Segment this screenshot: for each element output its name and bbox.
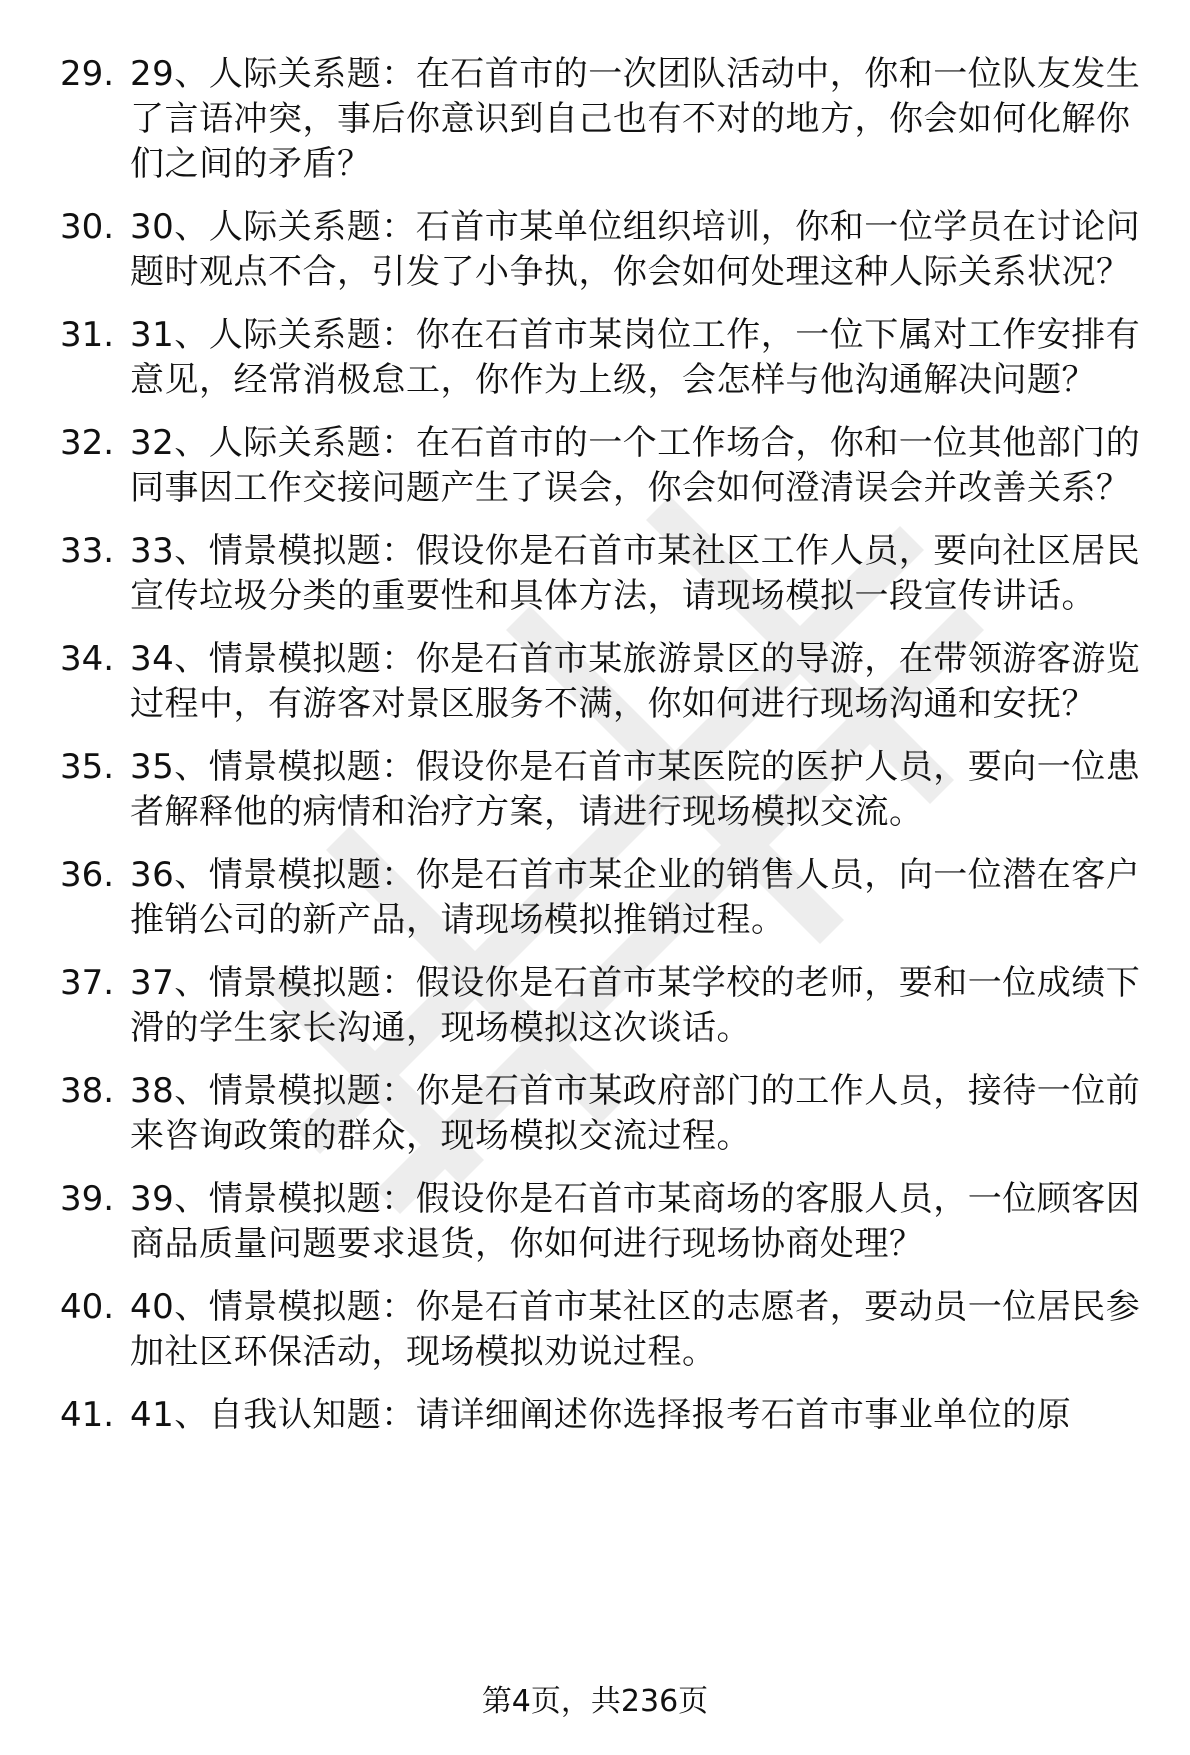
question-text: 40、情景模拟题：你是石首市某社区的志愿者，要动员一位居民参加社区环保活动，现场模拟劝说过程。 xyxy=(130,1287,1141,1372)
page-footer xyxy=(0,1682,1190,1722)
list-item xyxy=(60,205,1145,295)
list-item xyxy=(60,961,1145,1051)
list-item xyxy=(60,1393,1145,1438)
question-text: 41、自我认知题：请详细阐述你选择报考石首市事业单位的原 xyxy=(130,1395,1072,1435)
question-number: 36. xyxy=(60,855,115,895)
question-number: 37. xyxy=(60,963,115,1003)
list-item xyxy=(60,1285,1145,1375)
question-text: 29、人际关系题：在石首市的一次团队活动中，你和一位队友发生了言语冲突，事后你意识到自己也有不对的地方，你会如何化解你们之间的矛盾？ xyxy=(130,54,1141,184)
question-number: 39. xyxy=(60,1179,115,1219)
question-number: 35. xyxy=(60,747,115,787)
list-item xyxy=(60,313,1145,403)
question-text: 30、人际关系题：石首市某单位组织培训，你和一位学员在讨论问题时观点不合，引发了小争执，你会如何处理这种人际关系状况？ xyxy=(130,207,1141,292)
question-number: 32. xyxy=(60,423,115,463)
question-text: 39、情景模拟题：假设你是石首市某商场的客服人员，一位顾客因商品质量问题要求退货，你如何进行现场协商处理？ xyxy=(130,1179,1141,1264)
question-text: 33、情景模拟题：假设你是石首市某社区工作人员，要向社区居民宣传垃圾分类的重要性和具体方法，请现场模拟一段宣传讲话。 xyxy=(130,531,1141,616)
question-number: 30. xyxy=(60,207,115,247)
question-text: 38、情景模拟题：你是石首市某政府部门的工作人员，接待一位前来咨询政策的群众，现场模拟交流过程。 xyxy=(130,1071,1141,1156)
question-number: 29. xyxy=(60,54,115,94)
question-text: 35、情景模拟题：假设你是石首市某医院的医护人员，要向一位患者解释他的病情和治疗方案，请进行现场模拟交流。 xyxy=(130,747,1141,832)
list-item xyxy=(60,853,1145,943)
question-number: 31. xyxy=(60,315,115,355)
question-list xyxy=(60,52,1145,1456)
list-item xyxy=(60,1177,1145,1267)
list-item xyxy=(60,52,1145,187)
list-item xyxy=(60,745,1145,835)
list-item xyxy=(60,421,1145,511)
question-number: 40. xyxy=(60,1287,115,1327)
list-item xyxy=(60,529,1145,619)
list-item xyxy=(60,1069,1145,1159)
question-number: 33. xyxy=(60,531,115,571)
page-number-label: 第4页，共236页 xyxy=(481,1684,709,1719)
question-text: 31、人际关系题：你在石首市某岗位工作，一位下属对工作安排有意见，经常消极怠工，你作为上级，会怎样与他沟通解决问题？ xyxy=(130,315,1141,400)
question-text: 34、情景模拟题：你是石首市某旅游景区的导游，在带领游客游览过程中，有游客对景区服务不满，你如何进行现场沟通和安抚？ xyxy=(130,639,1141,724)
list-item xyxy=(60,637,1145,727)
question-number: 41. xyxy=(60,1395,115,1435)
question-number: 34. xyxy=(60,639,115,679)
question-text: 36、情景模拟题：你是石首市某企业的销售人员，向一位潜在客户推销公司的新产品，请现场模拟推销过程。 xyxy=(130,855,1141,940)
question-text: 37、情景模拟题：假设你是石首市某学校的老师，要和一位成绩下滑的学生家长沟通，现场模拟这次谈话。 xyxy=(130,963,1141,1048)
question-number: 38. xyxy=(60,1071,115,1111)
question-text: 32、人际关系题：在石首市的一个工作场合，你和一位其他部门的同事因工作交接问题产生了误会，你会如何澄清误会并改善关系？ xyxy=(130,423,1141,508)
